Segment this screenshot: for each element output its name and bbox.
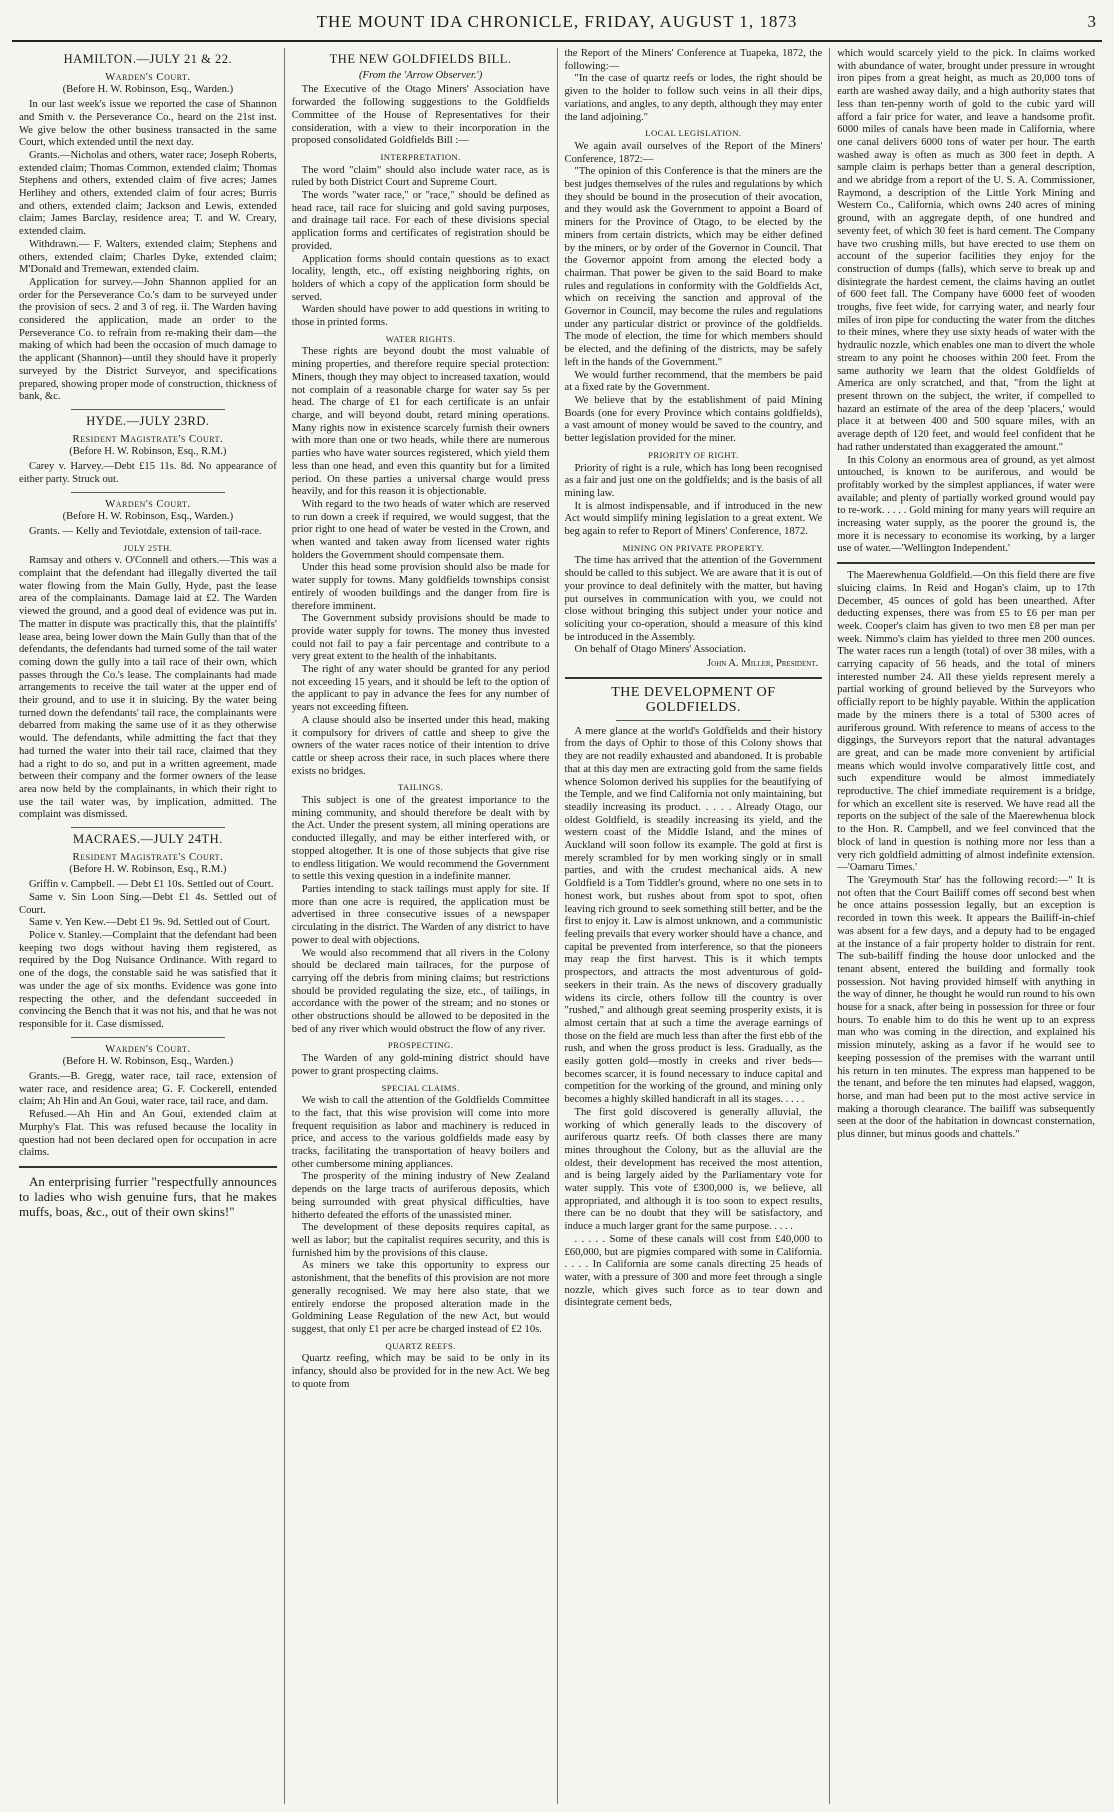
article-paragraph: The Warden of any gold-mining district should have power to grant prospecting claims. bbox=[291, 1053, 550, 1077]
magistrate-line: (Before H. W. Robinson, Esq., Warden.) bbox=[62, 84, 234, 96]
article-paragraph: Grants.—Nicholas and others, water race; Joseph Roberts, extended claim; Thomas Common, extended claim; Thomas Stephens and others, extended claim of five acres; James Herlihey and others, extended claim of four acres; Burris and others, extended claim; Jackson and Lewis, extended claim; James Barclay, residence area; T. and W. Creary, extended claim. bbox=[19, 149, 277, 238]
article-paragraph: We believe that by the establishment of paid Mining Boards (one for every Province which contains goldfields), a vast amount of money would be saved to the country, and better legislation provided for the miner. bbox=[564, 394, 823, 445]
column-1 bbox=[12, 48, 285, 1804]
divider bbox=[616, 720, 771, 721]
article-paragraph: The right of any water should be granted for any period not exceeding 15 years, and it should be left to the option of the applicant to pay in advance the fees for any number of years not exceeding fifteen. bbox=[291, 664, 550, 714]
subheading: PROSPECTING. bbox=[387, 1040, 454, 1051]
section-heading-hyde: HYDE.—JULY 23RD. bbox=[86, 413, 210, 428]
article-paragraph: This subject is one of the greatest importance to the mining community, and should therefore be dealt with by the Act. Under the present system, all mining operations are conducted illegally, and may be either interfered with, or stopped altogether. It is one of those subjects that give rise to endless litigation. We would recommend the Government to settle this vexing question in a indefinite manner. bbox=[291, 795, 550, 883]
article-paragraph: Application for survey.—John Shannon applied for an order for the Perseverance Co.'s dam to be surveyed under the provision of secs. 2 and 3 of reg. ii. The Warden having considered the application, made an order to the Perseverance Co. to refrain from re-making their dam—the making of which had been the occasion of much damage to the applicant (Shannon)—until they should have it properly surveyed by the District Surveyor, and specifications prepared, showing proper mode of construction, thickness of bank, &c. bbox=[19, 276, 277, 403]
subheading: PRIORITY OF RIGHT. bbox=[648, 449, 739, 460]
article-paragraph: the Report of the Miners' Conference at Tuapeka, 1872, the following:— bbox=[564, 48, 823, 72]
court-heading: Resident Magistrate's Court. bbox=[72, 432, 224, 445]
divider bbox=[565, 677, 823, 679]
article-paragraph: On behalf of Otago Miners' Association. bbox=[574, 644, 746, 656]
article-paragraph: which would scarcely yield to the pick. In claims worked with abundance of water, brought under pressure in wrought iron pipes from a great height, as much as 20,000 tons of earth are washed away daily, and a high authority states that less than ten-penny worth of gold to the cubic yard will afford a fair price for water, and leave a handsome profit. 6000 miles of canals have been made in California, where one canal delivers 6000 tons of water per hour. The earth washed away is often as much as 300 feet in depth. A sample claim is perhaps better than a general description, and we abridge from a report of the U. S. A. Commissioner, Raymond, a description of the Little York Mining and Western Co., California, which owns 240 acres of mining ground, with an aggregate depth, of one hundred and seventy feet, of which 30 feet is hard cement. The Company have two crushing mills, but have erected to use them on account of the superior facilities they enjoy for the construction of dumps (falls), which serve to break up and disintegrate the hardest cement, the claims having an outlet of 600 feet fall. The Company have 6000 feet of wooden troughs, five feet wide, for carrying water, and nearly four miles of iron pipe for conducting the water from the ditches to their mines, where they use sixty heads of water with the hydraulic nozzle, which enables one man to divert the whole stream to any point he chooses within 200 feet. From the same authority we learn that the oldest Goldfields of America are only scratched, and that, "from the light at present thrown on the subject, the writer, if compelled to hazard an estimate of the area of the deep 'placers,' would place it at between 400 and 500 square miles, with an average depth of 120 feet, and would feel confident that he had rather understated than exaggerated the amount." bbox=[837, 48, 1095, 453]
court-heading: Warden's Court. bbox=[105, 1042, 191, 1055]
article-paragraph: We would further recommend, that the members be paid at a fixed rate by the Government. bbox=[564, 369, 823, 394]
subheading: MINING ON PRIVATE PROPERTY. bbox=[622, 542, 765, 553]
article-paragraph: These rights are beyond doubt the most valuable of mining properties, and therefore require special protection: Miners, though they may object to increased taxation, would not complain of a reasonable charge for water say 5s per head. The charge of £1 for each certificate is an unfair charge, and will beyond doubt, retard mining operations. Many rights now in existence scarcely furnish their owners with more than one or two heads, while there are numerous parties who have water sources registered, which yield them less than one head, and even this quantity but for a limited period. On these parties a universal charge would press heavily, and for this reason it is objectionable. bbox=[291, 346, 550, 498]
article-paragraph: Griffin v. Campbell. — Debt £1 10s. Settled out of Court. bbox=[29, 879, 274, 891]
subheading: SPECIAL CLAIMS. bbox=[381, 1082, 460, 1093]
divider bbox=[71, 1037, 226, 1038]
article-paragraph: A mere glance at the world's Goldfields and their history from the days of Ophir to those of this Colony shows that they are not readily exhausted and abandoned. It is probable that at this day men are extracting gold from the same fields whence Solomon derived his supplies for the beautifying of the Temple, and we find California not only maintaining, but steadily increasing its product. . . . . Already Otago, our oldest Goldfield, is steadily increasing its yield, and the western coast of the Middle Island, and the mines of Auckland will soon follow its example. The gold at first is merely scrambled for by men working singly or in small parties, and with the crudest mechanical aids. A new Goldfield is a Tom Tiddler's ground, where no one sets in to honest work, but rushes about from spot to spot, often leaving rich ground to seek something still better, and be the first to enjoy it. Law is almost unknown, and a communistic feeling prevails that every worker should have a chance, and capital be prevented from interference, so that the pioneers may reap the first harvest. This is it which tempts prospectors, and attracts the most adventurous of gold-seekers in their train. As the news of discovery gradually widens its circle, others follow till the country is over "rushed," and although great seeming prosperity exists, it is almost certain that at such a time the average earnings of those on the field are much less than after the first ebb of the rush, and when the gross product is less. Gradually, as the easily gotten gold—mostly in creeks and river beds—becomes scarcer, it is found necessary to induce capital and competition for the working of the ground, and mining only becomes a highly skilled handicraft in all its stages. . . . . bbox=[564, 725, 823, 1106]
signature: John A. Miller, President. bbox=[707, 658, 819, 670]
divider bbox=[19, 1166, 277, 1168]
article-paragraph: The words "water race," or "race," should be defined as head race, tail race for sluicing and gold saving purposes, and drainage tail race. For each of these divisions special application forms and certificates of registration should be provided. bbox=[291, 190, 550, 252]
court-heading: Warden's Court. bbox=[105, 497, 191, 510]
article-paragraph: Refused.—Ah Hin and An Goui, extended claim at Murphy's Flat. This was refused because the locality in question had not been declared open for occupation in acre claims. bbox=[19, 1109, 277, 1159]
divider bbox=[837, 562, 1095, 564]
article-heading-development: THE DEVELOPMENT OF GOLDFIELDS. bbox=[611, 684, 776, 715]
magistrate-line: (Before H. W. Robinson, Esq., Warden.) bbox=[62, 511, 234, 523]
article-paragraph: Grants.—B. Gregg, water race, tail race, extension of water race, and residence area; G. F. Cockerell, entended claim; Ah Hin and An Goui, water race, tail race, and dam. bbox=[19, 1071, 277, 1108]
article-paragraph: "In the case of quartz reefs or lodes, the right should be given to the holder to follow such veins in all their dips, variations, and angles, to any depth, although they may enter the land adjoining." bbox=[564, 73, 823, 123]
article-paragraph: The prosperity of the mining industry of New Zealand depends on the large tracts of auriferous deposits, which being surrounded with great physical difficulties, have hitherto defeated the efforts of the unassisted miner. bbox=[291, 1171, 550, 1221]
divider bbox=[71, 409, 226, 410]
subheading: TAILINGS. bbox=[398, 782, 444, 793]
article-paragraph: The development of these deposits requires capital, as well as labor; but the capitalist requires security, and this is furnished him by the provisions of this clause. bbox=[291, 1222, 550, 1259]
column-2 bbox=[285, 48, 558, 1804]
court-heading: Warden's Court. bbox=[105, 70, 191, 83]
article-paragraph: The Government subsidy provisions should be made to provide water supply for towns. The money thus invested could not fail to pay a fair percentage and contribute to a very great extent to the health of the inhabitants. bbox=[291, 613, 550, 663]
divider bbox=[71, 492, 226, 493]
article-paragraph: With regard to the two heads of water which are reserved to run down a creek if required, we would suggest, that the prior right to one head of water be vested in the Crown, and when wanted and taken away from licensed water rights holders the Government should compensate them. bbox=[291, 498, 550, 561]
court-heading: Resident Magistrate's Court. bbox=[72, 850, 224, 863]
article-paragraph: The word "claim" should also include water race, as is ruled by both District Court and Supreme Court. bbox=[291, 164, 550, 189]
columns bbox=[12, 48, 1102, 1804]
article-paragraph: It is almost indispensable, and if introduced in the new Act would simplify mining legislation to a great extent. We beg again to refer to Report of Miners' Conference, 1872. bbox=[564, 500, 823, 538]
subheading: LOCAL LEGISLATION. bbox=[645, 128, 742, 139]
article-paragraph: Warden should have power to add questions in writing to those in printed forms. bbox=[291, 304, 550, 329]
article-paragraph: The Maerewhenua Goldfield.—On this field there are five sluicing claims. In Reid and Hogan's claim, up to 17th December, 45 ounces of gold has been unearthed. After deducting expenses, there was from £5 to £6 per man per week. Cooper's claim has given to two men £8 per man per week. Nimmo's claim has yielded to three men 200 ounces. The water races run a length (total) of over 38 miles, with a carrying capacity of 56 heads, and the total of miners interested number 24. All these yields represent merely a partial working of ground believed by the Surveyors who officially report to be highly payable. Within the application made by the miners there is a total of 5300 acres of auriferous ground. With reference to means of access to the diggings, the Surveyors report that the natural advantages are great, and can be made more convenient by artificial means which would involve comparatively little cost, and such expenditure would be almost immediately reproductive. The chief immediate requirement is a bridge, for which an excellent site is reserved. We have read all the reports on the subject of the sale of the Maerewhenua block to the Hon. R. Campbell, and we feel convinced that the block of land in question is nothing more nor less than a very rich goldfield admitting of almost indefinite extension.—'Oamaru Times.' bbox=[837, 570, 1095, 874]
article-paragraph: Quartz reefing, which may be said to be only in its infancy, should also be provided for in the new Act. We beg to quote from bbox=[291, 1353, 550, 1390]
article-source: (From the 'Arrow Observer.') bbox=[359, 69, 483, 81]
date-subheading: JULY 25TH. bbox=[123, 542, 173, 553]
furrier-paragraph: An enterprising furrier "respectfully announces to ladies who wish genuine furs, that he makes muffs, boas, &c., out of their own skins!" bbox=[19, 1173, 277, 1219]
article-paragraph: Application forms should contain questions as to exact locality, length, etc., off existing neighboring rights, on holders of which a copy of the application form should be served. bbox=[291, 253, 550, 303]
article-paragraph: Ramsay and others v. O'Connell and others.—This was a complaint that the defendant had illegally diverted the tail water flowing from the Main Gully, Hyde, past the lease area of the complainants. Damage laid at £2. The Warden viewed the ground, and a good deal of evidence was put in. The matter in dispute was practically this, that the plaintiffs' lease area, being lower down the Main Gully than that of the defendants, the defendants had turned some of the tail water coming down the gully into a tail race of their own, which passes through the Co.'s lease. The complainants had made arrangements to receive the tail water at the upper end of their ground, and to use it in sluicing. By the water being turned down the defendants' tail race, the complainants were debarred from making the same use of it as they otherwise would. The defendants, while admitting the fact that they had turned the water into their tail race, claimed that they had a right to do so, and put in a written agreement, made between their company and the former owners of the lease area now held by the complainants, in which their right to use the tail water was, by implication, admitted. The complaint was dismissed. bbox=[19, 555, 277, 821]
magistrate-line: (Before H. W. Robinson, Esq., Warden.) bbox=[62, 1056, 234, 1068]
article-paragraph: In our last week's issue we reported the case of Shannon and Smith v. the Perseverance Co., heard on the 21st inst. We give below the other business transacted in the same Court, which extended until the next day. bbox=[19, 99, 277, 149]
subheading: QUARTZ REEFS. bbox=[385, 1340, 456, 1351]
article-paragraph: A clause should also be inserted under this head, making it compulsory for drivers of cattle and sheep to give the owners of the water races notice of their intention to drive cattle or sheep across their race, in such places where there exists no bridges. bbox=[291, 714, 550, 777]
article-paragraph: We would also recommend that all rivers in the Colony should be declared main tailraces, for the purpose of carrying off the debris from mining claims; but restrictions should be provided regulating the size, etc., of tailings, in accordance with the power of the stream; and no stones or other obstructions should be allowed to be deposited in the bed of any river which would obstruct the flow of any river. bbox=[291, 947, 550, 1035]
column-4 bbox=[830, 48, 1102, 1804]
article-paragraph: Priority of right is a rule, which has long been recognised as a fair and just one on the goldfields; and is the basis of all mining law. bbox=[564, 462, 823, 499]
section-heading-macraes: MACRAES.—JULY 24TH. bbox=[72, 832, 223, 847]
article-paragraph: Withdrawn.— F. Walters, extended claim; Stephens and others, extended claim; Charles Dyke, extended claim; M'Donald and Tremewan, extended claim. bbox=[19, 238, 277, 276]
subheading: WATER RIGHTS. bbox=[385, 333, 456, 344]
article-paragraph: The time has arrived that the attention of the Government should be called to this subject. We are aware that it is out of your province to deal definitely with the matter, but having put ourselves in communication with you, we could not close without bringing this subject under your notice and soliciting your co-operation, should a measure of this kind be introduced in the Assembly. bbox=[564, 555, 823, 643]
column-3 bbox=[558, 48, 831, 1804]
article-paragraph: The 'Greymouth Star' has the following record:—" It is not often that the Court Bailiff comes off second best when he once attains possession legally, but an exception is recorded in town this week. It appears the Bailiff-in-chief was absent for a few days, and a deputy had to be engaged at the instance of a fair property holder to distrain for rent. The sub-bailiff finding the house door unlocked and the tenant absent, entered the building and formally took possession. Not having provided himself with anything in the way of dinner, he thought he would run round to his own house for a snack, after being in possession for three or four hours. To enable him to do this he went up to an express man who was coming in the direction, and explained his mission minutely, asking as a favor if he would see to keeping possession of the premises with the warrant until his return in ten minutes. The express man happened to be the tenant, and before the ten minutes had elapsed, waggon, horse, and man had been put to the most active service in making a thorough clearance. The bailiff was subsequently seen at the door of the habitation in downcast consternation, plus dinner, but minus goods and chattels." bbox=[837, 875, 1095, 1141]
article-heading-goldfields-bill: THE NEW GOLDFIELDS BILL. bbox=[329, 52, 512, 66]
article-paragraph: Carey v. Harvey.—Debt £15 11s. 8d. No appearance of either party. Struck out. bbox=[19, 461, 277, 485]
article-paragraph: "The opinion of this Conference is that the miners are the best judges themselves of the rules and regulations by which they should be bound in the prosecution of their avocation, and they would ask the Government to appoint a Board of miners for the Province of Otago, to be elected by the miners from certain districts, which may be either defined by the miners, or by order of the Governor in Council. That the Governor appoint from among the elected body a chairman. That power be given to the said Board to make rules and regulations in conformity with the Goldfields Act, which on receiving the sanction and approval of the Governor in Council, may become the rules and regulations under any particular district or province of the goldfields. The mode of election, the time for which members should be elected, and the defining of the districts, may be safely left in the hands of the Government." bbox=[564, 166, 823, 368]
section-heading-hamilton: HAMILTON.—JULY 21 & 22. bbox=[63, 52, 233, 66]
article-paragraph: The Executive of the Otago Miners' Association have forwarded the following suggestions to the Goldfields Committee of the House of Representatives for their consideration, with a view to their incorporation in the proposed consolidated Goldfields Bill :— bbox=[291, 84, 550, 147]
article-paragraph: In this Colony an enormous area of ground, as yet almost untouched, is known to be auriferous, and would be profitably worked by the simplest appliances, if water were available; and plenty of partially worked ground would pay to re-work. . . . . Gold mining for many years will require an increasing water supply, as the poorer the ground is, the more it is necessary to economise its working, by a larger use of water.—'Wellington Independent.' bbox=[837, 454, 1095, 555]
article-paragraph: Under this head some provision should also be made for water supply for towns. Many goldfields townships consist entirely of wooden buildings and the danger from fire is therefore imminent. bbox=[291, 562, 550, 612]
article-paragraph: The first gold discovered is generally alluvial, the working of which generally leads to the discovery of auriferous quartz reefs. Of both classes there are many mines throughout the Colony, but as the alluvial are the oldest, their development has received the most attention, and is being largely aided by the Parliamentary vote for water supply. This vote of £300,000 is, we believe, all appropriated, and although it is too soon to expect results, there can be no doubt that they will be satisfactory, and induce a much larger grant for the same purpose. . . . . bbox=[564, 1106, 823, 1233]
subheading: INTERPRETATION. bbox=[380, 151, 461, 162]
page-number: 3 bbox=[1087, 12, 1096, 31]
article-paragraph: We wish to call the attention of the Goldfields Committee to the fact, that this wise provision will come into more frequent requisition as labor and machinery is reduced in price, and access to the various goldfields made easy by tracks, facilitating the transportation of heavy boilers and other cumbersome mining appliances. bbox=[291, 1095, 550, 1170]
divider bbox=[71, 827, 226, 828]
article-paragraph: Same v. Sin Loon Sing.—Debt £1 4s. Settled out of Court. bbox=[19, 891, 277, 916]
article-paragraph: We again avail ourselves of the Report of the Miners' Conference, 1872:— bbox=[564, 140, 823, 165]
article-paragraph: Police v. Stanley.—Complaint that the defendant had been keeping two dogs without having them registered, as required by the Dog Nuisance Ordinance. With regard to one of the dogs, the constable said he was satisfied that it was under the age of six months. Evidence was gone into respecting the other, and the defendant succeeded in convincing the Bench that it was not his, and that he was not responsible for it. Case dismissed. bbox=[19, 930, 277, 1030]
article-paragraph: Grants. — Kelly and Teviotdale, extension of tail-race. bbox=[29, 525, 262, 537]
article-paragraph: Same v. Yen Kew.—Debt £1 9s. 9d. Settled out of Court. bbox=[29, 917, 271, 929]
magistrate-line: (Before H. W. Robinson, Esq., R.M.) bbox=[69, 446, 227, 458]
magistrate-line: (Before H. W. Robinson, Esq., R.M.) bbox=[69, 864, 227, 876]
article-paragraph: As miners we take this opportunity to express our astonishment, that the benefits of this provision are not more generally recognised. We may here also state, that we entirely endorse the proposed alteration made in the Goldmining Lease Regulation of the new Act, but would suggest, that only £1 per acre be charged instead of £2 10s. bbox=[291, 1260, 550, 1335]
article-paragraph: Parties intending to stack tailings must apply for site. If more than one acre is required, the application must be advertised in three consecutive issues of a newspaper circulating in the district. The Warden of any district to have power to deal with objections. bbox=[291, 884, 550, 946]
article-paragraph: . . . . . Some of these canals will cost from £40,000 to £60,000, but are pigmies compared with some in California. . . . . In California are some canals directing 25 heads of water, with a pressure of 300 and more feet through a single nozzle, which gives such force as to tear down and disintegrate cement beds, bbox=[564, 1233, 823, 1309]
masthead bbox=[12, 10, 1102, 42]
masthead-title: THE MOUNT IDA CHRONICLE, FRIDAY, AUGUST 1, 1873 bbox=[316, 12, 798, 31]
